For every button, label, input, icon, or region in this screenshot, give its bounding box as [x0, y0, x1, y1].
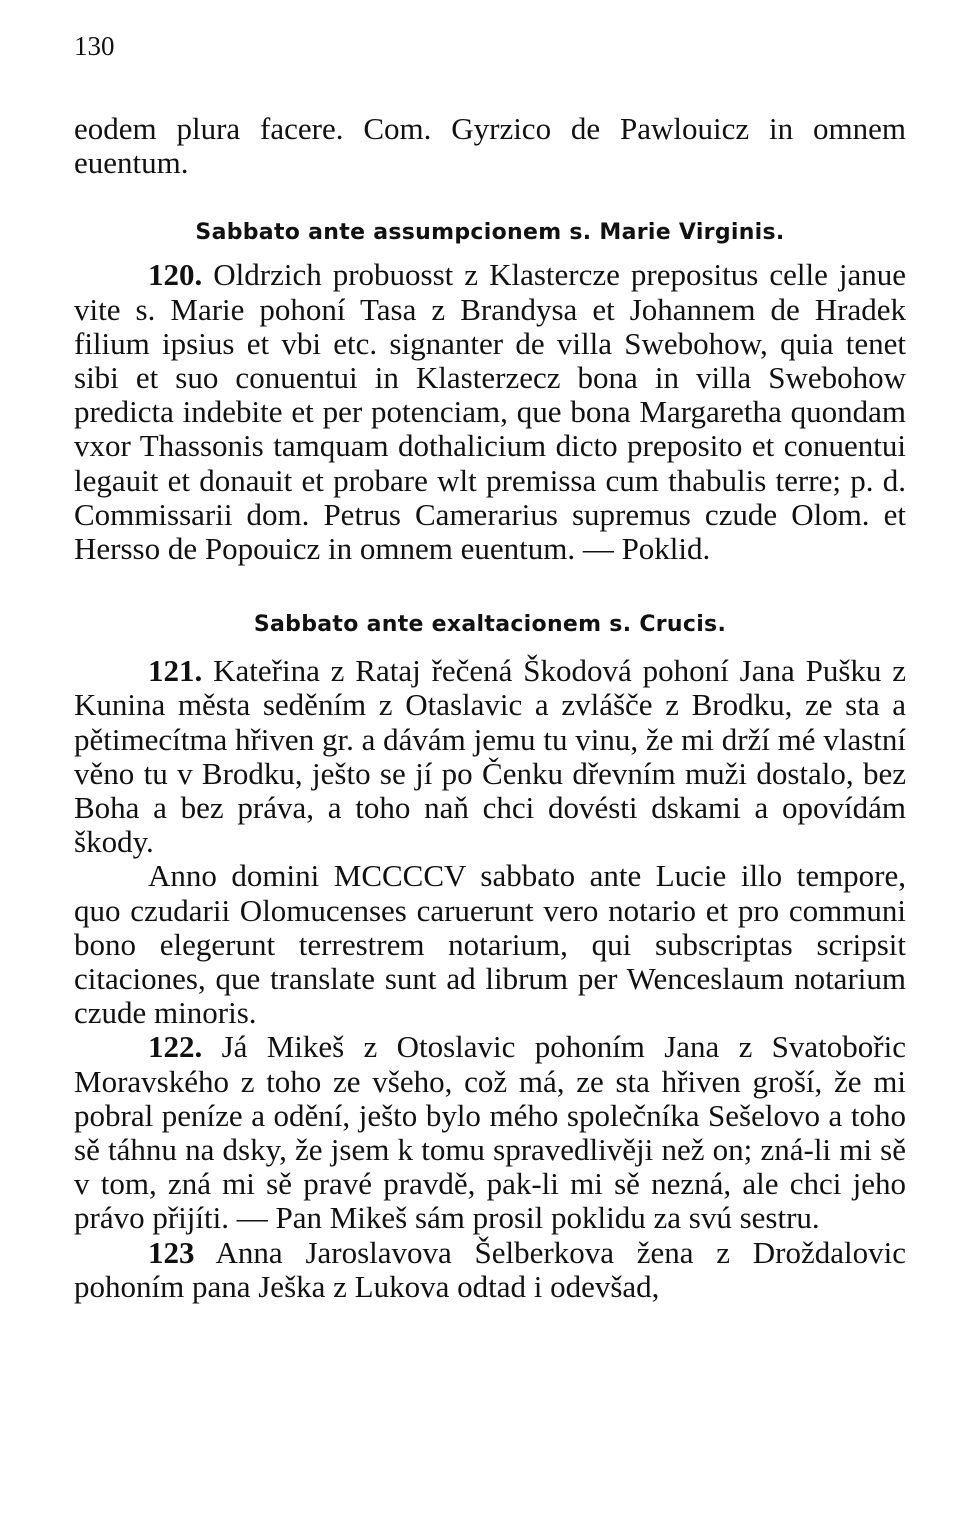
entry-number: 120. [148, 257, 203, 293]
opening-paragraph: eodem plura facere. Com. Gyrzico de Pawlouicz in omnem euentum. [74, 111, 906, 181]
page-number: 130 [74, 31, 115, 61]
entry-number: 122. [148, 1029, 203, 1065]
document-page [74, 30, 906, 1304]
entry-number: 121. [148, 653, 203, 689]
entry-121 [74, 654, 906, 859]
entry-number: 123 [148, 1234, 195, 1270]
entry-text: Anna Jaroslavova Šelberkova žena z Droždalovic pohoním pana Ješka z Lukova odtad i odevšad, [74, 1234, 906, 1304]
entry-text: Oldrzich probuosst z Klastercze prepositus celle janue vite s. Marie pohoní Tasa z Brandysa et Johannem de Hradek filium ipsius et vbi etc. signanter de villa Swebohow, quia tenet sibi et suo conuentui in Klasterzecz bona in villa Swebohow predicta indebite et per potenciam, que bona Margaretha quondam vxor Thassonis tamquam dothalicium dicto preposito et conuentui legauit et donauit et probare wlt premissa cum thabulis terre; p. d. Commissarii dom. Petrus Camerarius supremus czude Olom. et Hersso de Popouicz in omnem euentum. — Poklid. [74, 257, 906, 567]
section-heading-exaltation: Sabbato ante exaltacionem s. Crucis. [253, 612, 727, 638]
entry-120 [74, 258, 906, 566]
entry-text: Kateřina z Rataj řečená Škodová pohoní Jana Pušku z Kunina města seděním z Otaslavic a zvlášče z Brodku, ze sta a pětimecítma hřiven gr. a dávám jemu tu vinu, že mi drží mé vlastní věno tu v Brodku, ješto se jí po Čenku dřevním muži dostalo, bez Boha a bez práva, a toho naň chci dovésti dskami a opovídám škody. [74, 653, 906, 860]
entry-122 [74, 1030, 906, 1235]
note-paragraph: Anno domini MCCCCV sabbato ante Lucie illo tempore, quo czudarii Olomucenses caruerunt vero notario et pro communi bono elegerunt terrestrem notarium, qui subscriptas scripsit citaciones, que translate sunt ad librum per Wenceslaum notarium czude minoris. [74, 858, 906, 1031]
section-heading-assumption: Sabbato ante assumpcionem s. Marie Virginis. [195, 220, 785, 246]
entry-text: Já Mikeš z Otoslavic pohoním Jana z Svatobořic Moravského z toho ze všeho, což má, ze sta hřiven groší, že mi pobral peníze a odění, ješto bylo mého společníka Sešelovo a toho sě táhnu na dsky, že jsem k tomu spravedlivěji než on; zná-li mi sě v tom, zná mi sě pravé pravdě, pak-li mi sě nezná, ale chci jeho právo přijíti. — Pan Mikeš sám prosil poklidu za svú sestru. [74, 1029, 906, 1236]
entry-123 [74, 1236, 906, 1304]
